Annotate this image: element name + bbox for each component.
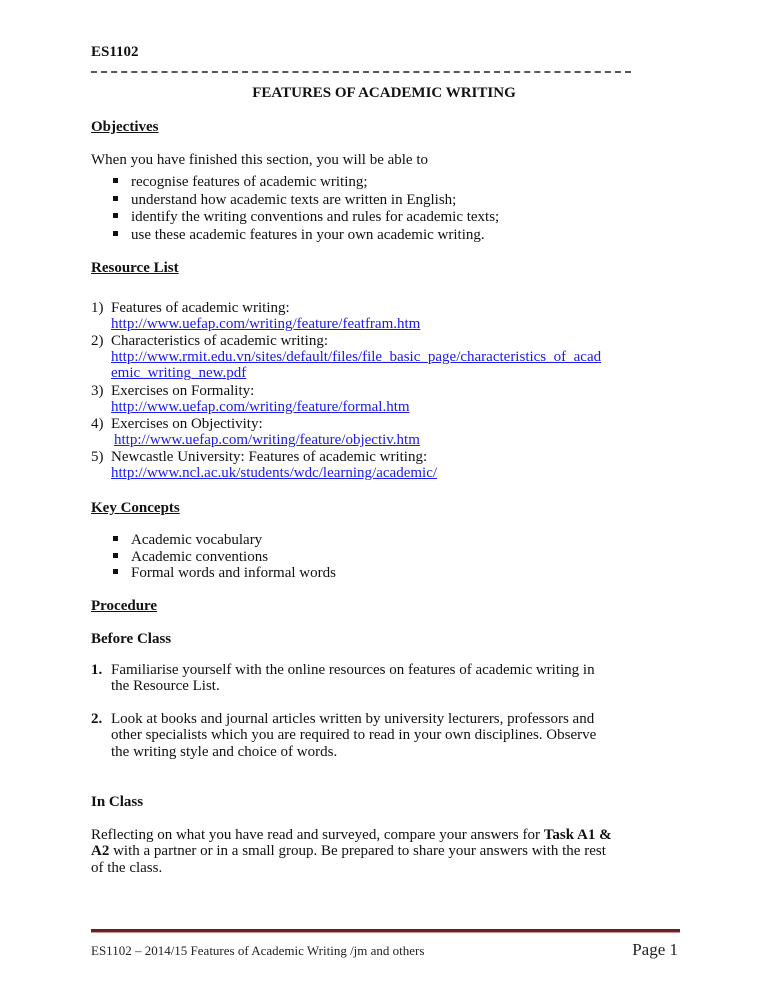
bullet-icon — [113, 231, 118, 236]
list-item — [113, 227, 485, 244]
course-code: ES1102 — [91, 44, 139, 60]
before-class-heading: Before Class — [91, 631, 172, 647]
page-number: Page 1 — [632, 940, 678, 959]
resource-item — [91, 449, 427, 466]
resource-link[interactable]: http://www.uefap.com/writing/feature/featfram.htm — [111, 316, 421, 332]
bullet-icon — [113, 569, 118, 574]
header-divider — [91, 71, 631, 73]
bullet-icon — [113, 196, 118, 201]
list-item-text: Academic vocabulary — [131, 532, 263, 548]
list-item-text: Formal words and informal words — [131, 565, 336, 581]
list-item-text: Academic conventions — [131, 549, 269, 565]
list-item — [113, 565, 336, 582]
item-number: 4) — [91, 416, 104, 432]
objectives-heading: Objectives — [91, 119, 159, 135]
list-item — [113, 532, 262, 549]
list-item-text: recognise features of academic writing; — [131, 174, 368, 190]
procedure-heading: Procedure — [91, 598, 158, 614]
resource-link[interactable]: http://www.rmit.edu.vn/sites/default/files/file_basic_page/characteristics_of_acad — [111, 349, 602, 365]
item-number: 3) — [91, 383, 104, 399]
list-item — [113, 209, 499, 226]
resource-link[interactable]: http://www.uefap.com/writing/feature/formal.htm — [111, 399, 410, 415]
in-class-heading: In Class — [91, 794, 144, 810]
list-item-text: understand how academic texts are written in English; — [131, 192, 457, 208]
list-item-text: identify the writing conventions and rules for academic texts; — [131, 209, 500, 225]
footer-text: ES1102 – 2014/15 Features of Academic Writing /jm and others — [91, 943, 425, 958]
step-text: Familiarise yourself with the online resources on features of academic writing in — [111, 662, 595, 678]
resource-item — [91, 416, 263, 433]
resource-label: Features of academic writing: — [111, 300, 290, 316]
list-item — [113, 174, 368, 191]
in-class-text — [91, 843, 606, 860]
text: with a partner or in a small group. Be prepared to share your answers with the rest — [109, 843, 606, 859]
bullet-icon — [113, 553, 118, 558]
resource-item — [91, 333, 328, 350]
resource-label: Exercises on Objectivity: — [111, 416, 263, 432]
item-number: 5) — [91, 449, 104, 465]
page-title: FEATURES OF ACADEMIC WRITING — [252, 85, 516, 101]
bullet-icon — [113, 213, 118, 218]
list-item — [113, 549, 268, 566]
in-class-text — [91, 827, 612, 844]
step-text: other specialists which you are required to read in your own disciplines. Observe — [111, 727, 597, 743]
resource-link[interactable]: http://www.ncl.ac.uk/students/wdc/learning/academic/ — [111, 465, 438, 481]
step-text: Look at books and journal articles written by university lecturers, professors and — [111, 711, 595, 727]
step-text: the Resource List. — [111, 678, 220, 694]
footer-rule — [91, 929, 680, 933]
resource-link[interactable]: http://www.uefap.com/writing/feature/objectiv.htm — [114, 432, 420, 448]
text: Reflecting on what you have read and surveyed, compare your answers for — [91, 827, 544, 843]
key-concepts-heading: Key Concepts — [91, 500, 180, 516]
item-number: 1) — [91, 300, 104, 316]
in-class-text: of the class. — [91, 860, 163, 876]
objectives-intro: When you have finished this section, you will be able to — [91, 152, 429, 168]
resource-item — [91, 383, 254, 400]
resource-label: Exercises on Formality: — [111, 383, 255, 399]
bullet-icon — [113, 178, 118, 183]
resource-label: Characteristics of academic writing: — [111, 333, 328, 349]
resource-item — [91, 300, 290, 317]
resource-list-heading: Resource List — [91, 260, 179, 276]
resource-link-continued[interactable]: emic_writing_new.pdf — [111, 365, 247, 381]
item-number: 2) — [91, 333, 104, 349]
step-number: 2. — [91, 711, 103, 727]
resource-label: Newcastle University: Features of academic writing: — [111, 449, 428, 465]
step-text: the writing style and choice of words. — [111, 744, 338, 760]
list-item — [113, 192, 456, 209]
step-number: 1. — [91, 662, 103, 678]
list-item-text: use these academic features in your own academic writing. — [131, 227, 485, 243]
task-ref: Task A1 & — [543, 827, 612, 843]
bullet-icon — [113, 536, 118, 541]
task-ref: A2 — [91, 843, 110, 859]
